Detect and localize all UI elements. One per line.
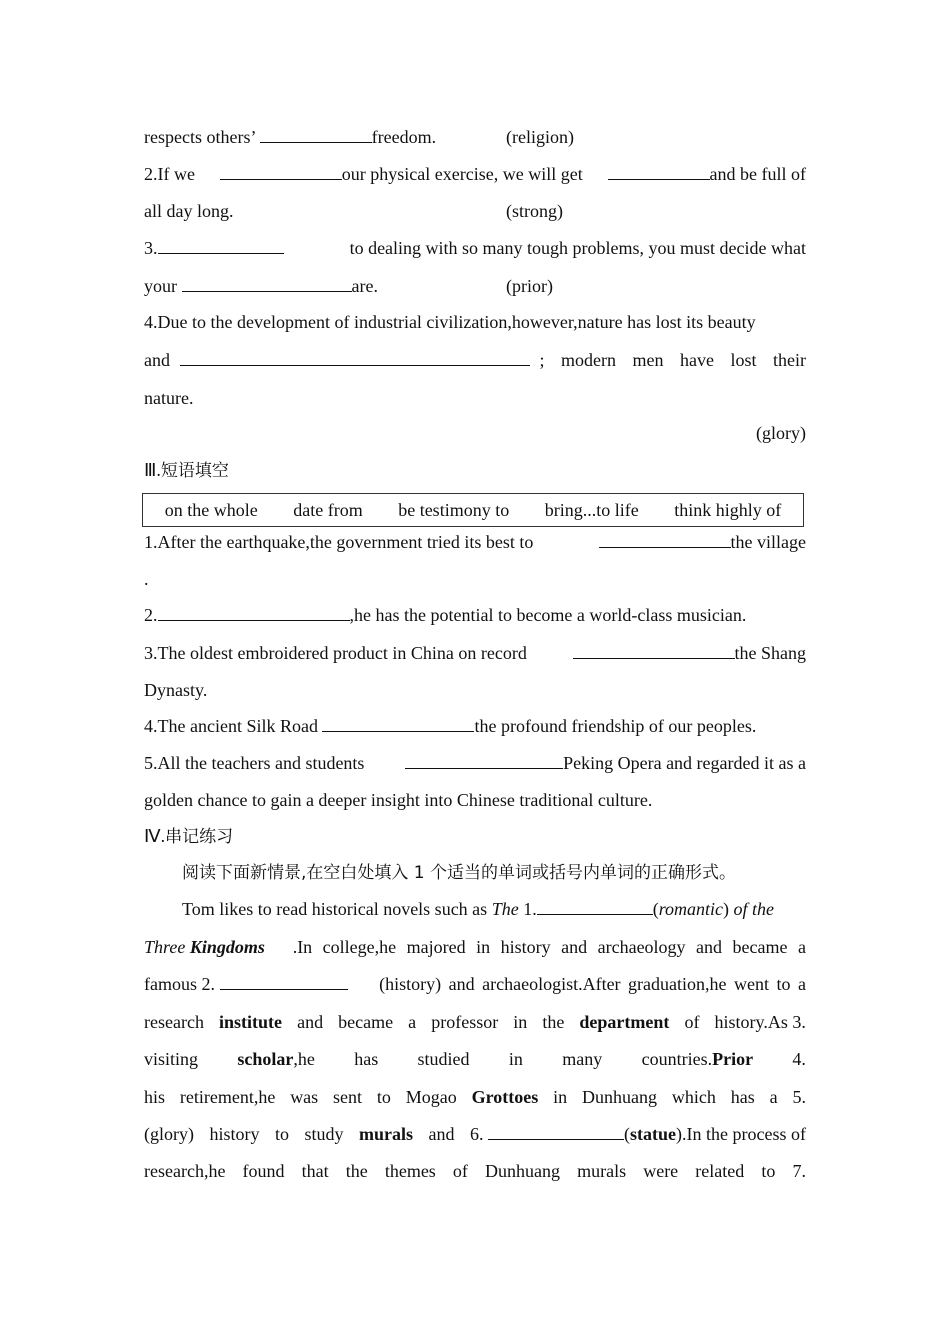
word-hint: (glory) bbox=[756, 423, 806, 443]
passage-line-4: research institute and became a professor in the department of history.As 3. bbox=[144, 1012, 806, 1032]
passage-line-6: his retirement,he was sent to Mogao Grottoes in Dunhuang which has a 5. bbox=[144, 1087, 806, 1107]
passage-line-7: (glory) history to study murals and 6. (statue).In the process of bbox=[144, 1121, 806, 1147]
word-hint: (religion) bbox=[506, 127, 574, 147]
passage-line-8: research,he found that the themes of Dunhuang murals were related to 7. bbox=[144, 1161, 806, 1181]
exercise-3-q1: 1.After the earthquake,the government tried its best to the village bbox=[144, 529, 806, 555]
answer-blank[interactable] bbox=[158, 602, 350, 621]
exercise-2-q2: 2.If we our physical exercise, we will get and be full of bbox=[144, 161, 806, 187]
answer-blank[interactable] bbox=[405, 750, 563, 769]
section-3-heading: Ⅲ.短语填空 bbox=[144, 460, 229, 481]
exercise-3-q3: 3.The oldest embroidered product in China on record the Shang bbox=[144, 640, 806, 666]
phrase-item: bring...to life bbox=[544, 499, 639, 520]
word-hint: (strong) bbox=[506, 201, 563, 221]
phrase-box bbox=[142, 493, 804, 527]
phrase-item: be testimony to bbox=[398, 499, 510, 520]
phrase-item: on the whole bbox=[164, 499, 258, 520]
answer-blank[interactable] bbox=[158, 235, 284, 254]
exercise-2-q4: 4.Due to the development of industrial civilization,however,nature has lost its beauty bbox=[144, 312, 756, 332]
section-4-heading: Ⅳ.串记练习 bbox=[144, 826, 234, 847]
answer-blank[interactable] bbox=[573, 640, 735, 659]
exercise-2-q1-tail: respects others’ freedom. (religion) bbox=[144, 124, 806, 150]
answer-blank[interactable] bbox=[537, 896, 653, 915]
exercise-3-q2: 2. ,he has the potential to become a world-class musician. bbox=[144, 602, 806, 628]
word-hint: (prior) bbox=[506, 276, 553, 296]
answer-blank[interactable] bbox=[182, 273, 352, 292]
answer-blank[interactable] bbox=[260, 124, 372, 143]
exercise-2-q3: 3. to dealing with so many tough problems, you must decide what bbox=[144, 235, 806, 261]
passage-line-1: Tom likes to read historical novels such as The 1. (romantic) of the bbox=[182, 896, 806, 922]
exercise-3-q5-cont: golden chance to gain a deeper insight into Chinese traditional culture. bbox=[144, 790, 653, 810]
answer-blank[interactable] bbox=[322, 713, 474, 732]
answer-blank[interactable] bbox=[488, 1121, 624, 1140]
phrase-item: date from bbox=[293, 499, 363, 520]
exercise-3-q1-end: . bbox=[144, 569, 149, 589]
passage-line-5: visiting scholar,he has studied in many countries.Prior 4. bbox=[144, 1049, 806, 1069]
passage-line-2: Three Kingdoms .In college,he majored in history and archaeology and became a bbox=[144, 937, 806, 957]
exercise-3-q5: 5.All the teachers and students Peking Opera and regarded it as a bbox=[144, 750, 806, 776]
phrase-item: think highly of bbox=[674, 499, 782, 520]
exercise-2-q4-cont: and ; modern men have lost their bbox=[144, 347, 806, 373]
exercise-2-q2-cont: all day long. (strong) bbox=[144, 198, 806, 224]
answer-blank[interactable] bbox=[220, 161, 342, 180]
exercise-2-q4-end: nature. bbox=[144, 388, 194, 408]
passage-line-3: famous 2. (history) and archaeologist.After graduation,he went to a bbox=[144, 971, 806, 997]
answer-blank[interactable] bbox=[220, 971, 348, 990]
answer-blank[interactable] bbox=[608, 161, 710, 180]
answer-blank[interactable] bbox=[599, 529, 731, 548]
exercise-3-q3-cont: Dynasty. bbox=[144, 680, 208, 700]
exercise-2-q3-cont: your are. (prior) bbox=[144, 273, 806, 299]
answer-blank[interactable] bbox=[180, 347, 530, 366]
section-4-instruction: 阅读下面新情景,在空白处填入 1 个适当的单词或括号内单词的正确形式。 bbox=[182, 863, 737, 883]
exercise-3-q4: 4.The ancient Silk Road the profound friendship of our peoples. bbox=[144, 713, 806, 739]
